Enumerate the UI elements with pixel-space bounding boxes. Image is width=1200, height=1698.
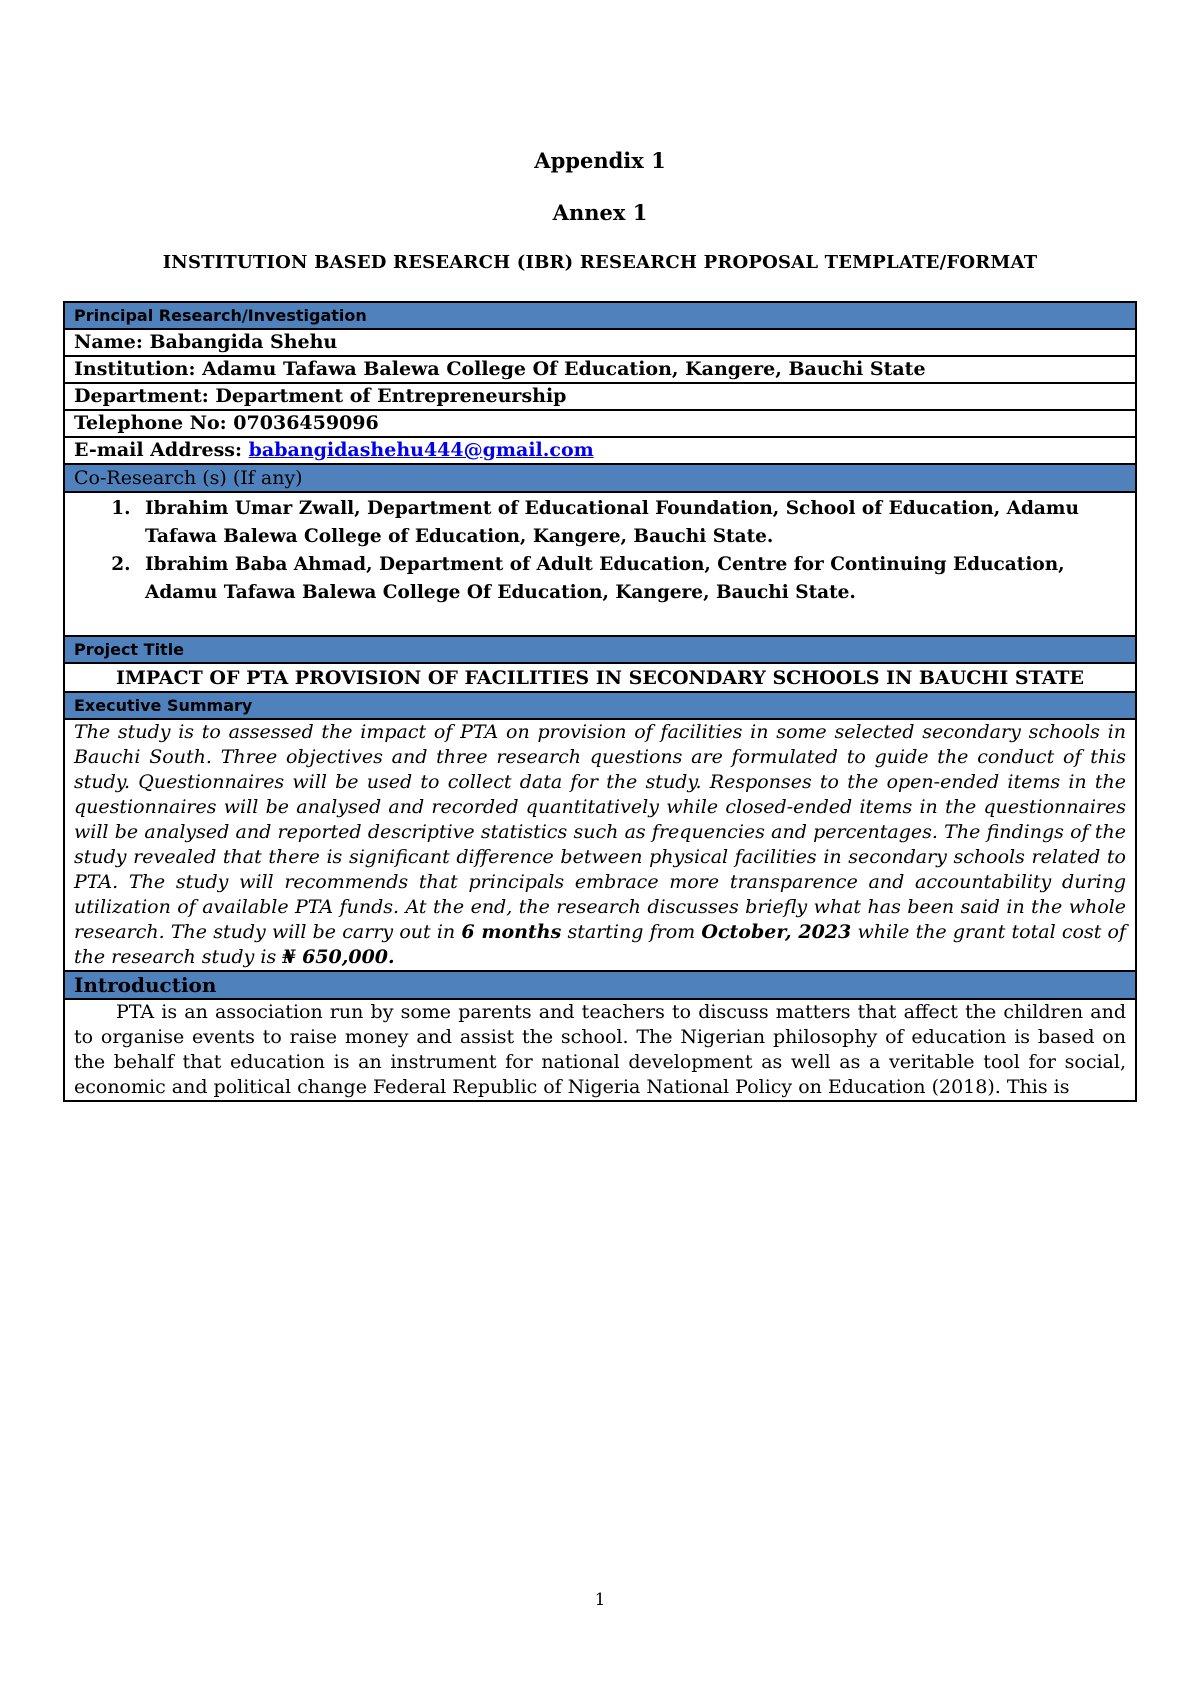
co-research-band: [64, 464, 1136, 492]
template-title: INSTITUTION BASED RESEARCH (IBR) RESEARCH PROPOSAL TEMPLATE/FORMAT: [162, 252, 1038, 273]
co-researcher-item: 1. Ibrahim Umar Zwall, Department of Educational Foundation, School of Education, Adamu Tafawa Balewa College of Education, Kangere, Bauchi State.: [137, 495, 1135, 551]
introduction-band-label: Introduction: [64, 971, 1136, 999]
summary-duration: 6 months: [461, 921, 562, 943]
telephone-row: [64, 410, 1136, 437]
introduction-text: PTA is an association run by some parents and teachers to discuss matters that affect the children and to organise events to raise money and assist the school. The Nigerian philosophy of education is based on the behalf that education is an instrument for national development as well as a veritable tool for social, economic and political change Federal Republic of Nigeria National Policy on Education (2018). This is: [64, 999, 1136, 1101]
project-title: IMPACT OF PTA PROVISION OF FACILITIES IN SECONDARY SCHOOLS IN BAUCHI STATE: [64, 663, 1136, 692]
principal-band: [64, 302, 1136, 329]
executive-summary-band-label: Executive Summary: [64, 692, 1136, 719]
email-label: E-mail Address:: [74, 439, 249, 461]
name-row: [64, 329, 1136, 356]
institution-field: Institution: Adamu Tafawa Balewa College Of Education, Kangere, Bauchi State: [64, 356, 1136, 383]
summary-mid: starting from: [561, 921, 702, 943]
project-title-band: [64, 636, 1136, 663]
executive-summary-text: [64, 719, 1136, 971]
summary-body: The study is to assessed the impact of PTA on provision of facilities in some selected secondary schools in Bauchi South. Three objectives and three research questions are formulated to guide the conduct of this study. Questionnaires will be used to collect data for the study. Responses to the open-ended items in the questionnaires will be analysed and recorded quantitatively while closed-ended items in the questionnaires will be analysed and reported descriptive statistics such as frequencies and percentages. The findings of the study revealed that there is significant difference between physical facilities in secondary schools related to PTA. The study will recommends that principals embrace more transparence and accountability during utilization of available PTA funds. At the end, the research discusses briefly what has been said in the whole research. The study will be carry out in: [74, 721, 1126, 943]
page-number: 1: [594, 1590, 606, 1610]
proposal-form-table: [63, 301, 1137, 1102]
co-research-band-label: Co-Research (s) (If any): [64, 464, 1136, 492]
project-title-row: [64, 663, 1136, 692]
telephone-field: Telephone No: 07036459096: [64, 410, 1136, 437]
project-title-band-label: Project Title: [64, 636, 1136, 663]
introduction-row: [64, 999, 1136, 1101]
executive-summary-band: [64, 692, 1136, 719]
co-research-row: [64, 492, 1136, 636]
appendix-heading: Appendix 1: [534, 148, 666, 173]
co-research-cell: [64, 492, 1136, 636]
introduction-band: [64, 971, 1136, 999]
annex-heading: Annex 1: [552, 200, 648, 225]
executive-summary-row: [64, 719, 1136, 971]
department-field: Department: Department of Entrepreneurship: [64, 383, 1136, 410]
name-field: Name: Babangida Shehu: [64, 329, 1136, 356]
principal-band-label: Principal Research/Investigation: [64, 302, 1136, 329]
summary-start-date: October, 2023: [701, 921, 852, 943]
summary-mid2: while the grant total cost of the research study is: [74, 921, 1127, 968]
email-row: [64, 437, 1136, 464]
institution-row: [64, 356, 1136, 383]
department-row: [64, 383, 1136, 410]
summary-cost: ₦ 650,000.: [282, 946, 395, 968]
co-research-list: [65, 493, 1135, 635]
co-researcher-item: 2. Ibrahim Baba Ahmad, Department of Adult Education, Centre for Continuing Education, Adamu Tafawa Balewa College Of Education, Kangere, Bauchi State.: [137, 551, 1135, 607]
email-link[interactable]: babangidashehu444@gmail.com: [248, 439, 594, 461]
email-field: [64, 437, 1136, 464]
